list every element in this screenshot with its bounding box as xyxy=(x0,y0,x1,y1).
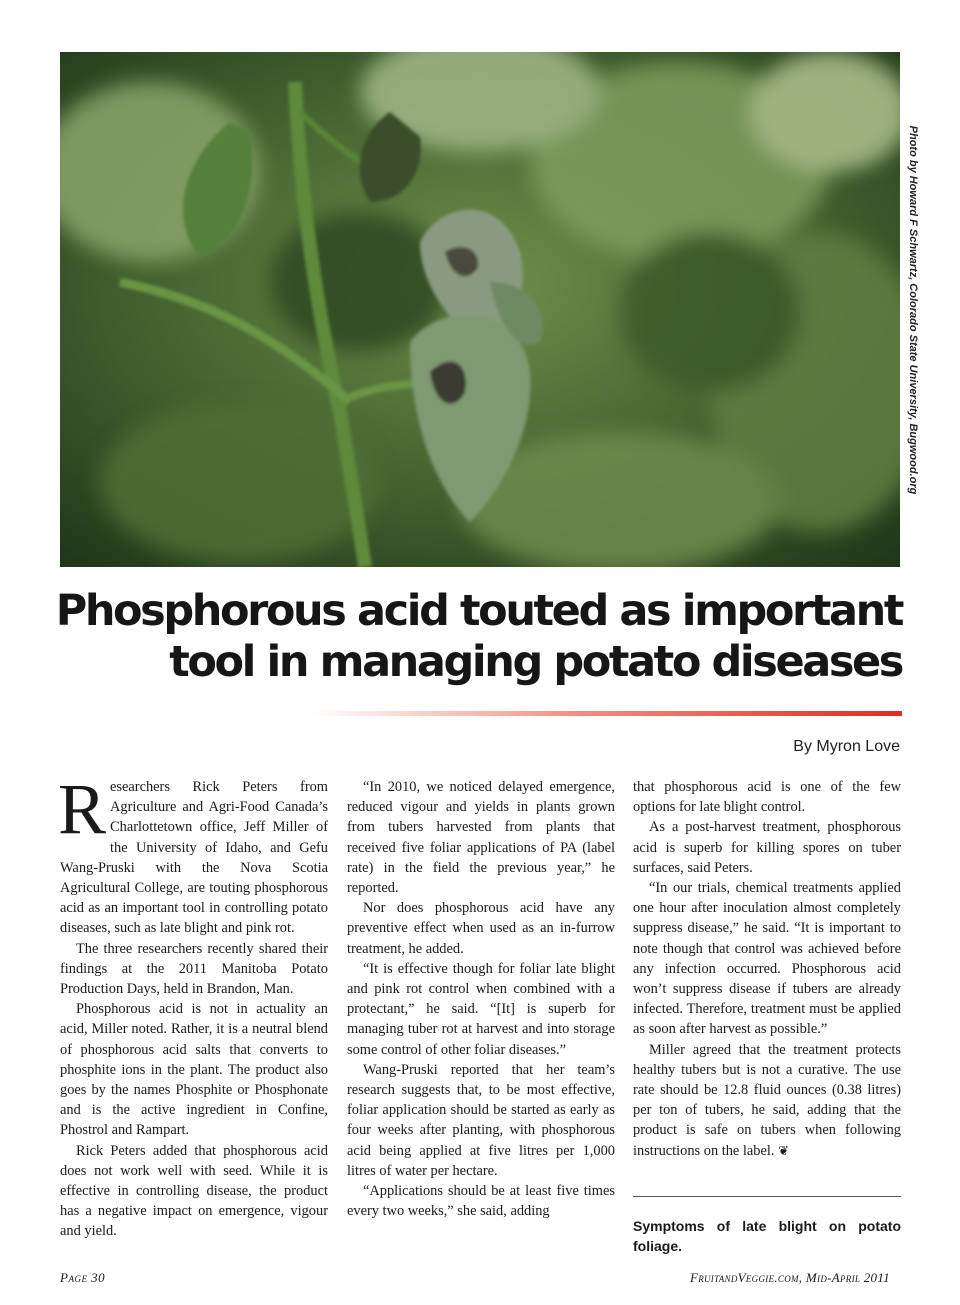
publication-footer: FruitandVeggie.com, Mid-April 2011 xyxy=(689,1270,890,1285)
byline: By Myron Love xyxy=(793,738,900,755)
photo-credit-text: Photo by Howard F Schwartz, Colorado State University, Bugwood.org xyxy=(907,125,919,494)
paragraph: As a post-harvest treatment, phosphorous acid is superb for killing spores on tuber surfaces, said Peters. xyxy=(633,819,901,876)
paragraph: that phosphorous acid is one of the few options for late blight control. xyxy=(633,779,901,816)
article-headline xyxy=(42,586,902,688)
page-number: Page 30 xyxy=(60,1270,106,1285)
paragraph: “Applications should be at least five times every two weeks,” she said, adding xyxy=(347,1183,615,1220)
photo-caption: Symptoms of late blight on potato foliage. xyxy=(633,1218,901,1254)
end-mark-icon: ❦ xyxy=(778,1142,789,1158)
headline-line-1: Phosphorous acid touted as important xyxy=(55,586,902,636)
paragraph xyxy=(633,1040,901,1161)
paragraph-text: esearchers Rick Peters from Agriculture and Agri-Food Canada’s Charlottetown office, Jeff Miller of the University of Idaho, and Gefu Wang-Pruski with the Nova Scotia Agricultural College, are touting phosphorous acid as an important tool in controlling potato diseases, such as late blight and pink rot. xyxy=(60,779,328,937)
article-column-3 xyxy=(633,777,901,1161)
paragraph: Nor does phosphorous acid have any preventive effect when used as an in-furrow treatment, he added. xyxy=(347,900,615,957)
paragraph: Wang-Pruski reported that her team’s research suggests that, to be most effective, foliar application should be started as early as four weeks after planting, with phosphorous acid being applied at five litres per 1,000 litres of water per hectare. xyxy=(347,1061,615,1179)
drop-cap: R xyxy=(58,769,107,849)
paragraph: The three researchers recently shared their findings at the 2011 Manitoba Potato Production Days, held in Brandon, Man. xyxy=(60,940,328,998)
article-column-1 xyxy=(58,769,328,1242)
paragraph: “In our trials, chemical treatments applied one hour after inoculation almost completely suppress disease,” he said. “It is important to note though that control was achieved before any infection occurred. Phosphorous acid won’t suppress disease if tubers are already infected. Therefore, treatment must be applied as soon after harvest as possible.” xyxy=(633,880,901,1038)
article-column-2 xyxy=(347,777,615,1221)
headline-divider xyxy=(310,711,902,716)
potato-blight-photo xyxy=(60,52,900,567)
headline-line-2: tool in managing potato diseases xyxy=(169,637,902,687)
paragraph: “It is effective though for foliar late blight and pink rot control when combined with a protectant,” he said. “[It] is superb for managing tuber rot at harvest and into storage some control of other foliar diseases.” xyxy=(347,960,615,1058)
paragraph: “In 2010, we noticed delayed emergence, reduced vigour and yields in plants grown from tubers harvested from plants that received five foliar applications of PA (label rate) in the field the previous year,” he reported. xyxy=(347,779,615,897)
paragraph-text: Miller agreed that the treatment protects healthy tubers but is not a curative. The use rate should be 12.8 fluid ounces (0.38 litres) per ton of tubers, he said, adding that the product is safe on tubers when following instructions on the label. xyxy=(633,1041,901,1159)
potato-leaf-illustration xyxy=(60,52,900,567)
caption-divider xyxy=(633,1196,901,1197)
paragraph: Rick Peters added that phosphorous acid does not work well with seed. While it is effective in controlling disease, the product has a negative impact on emergence, vigour and yield. xyxy=(60,1142,328,1240)
paragraph: Phosphorous acid is not in actuality an acid, Miller noted. Rather, it is a neutral blend of phosphorous acid salts that converts to phosphite ions in the plant. The product also goes by the names Phosphite or Phosphonate and is the active ingredient in Confine, Phostrol and Rampart. xyxy=(60,1001,328,1139)
paragraph xyxy=(58,769,328,939)
photo-credit xyxy=(904,52,922,567)
